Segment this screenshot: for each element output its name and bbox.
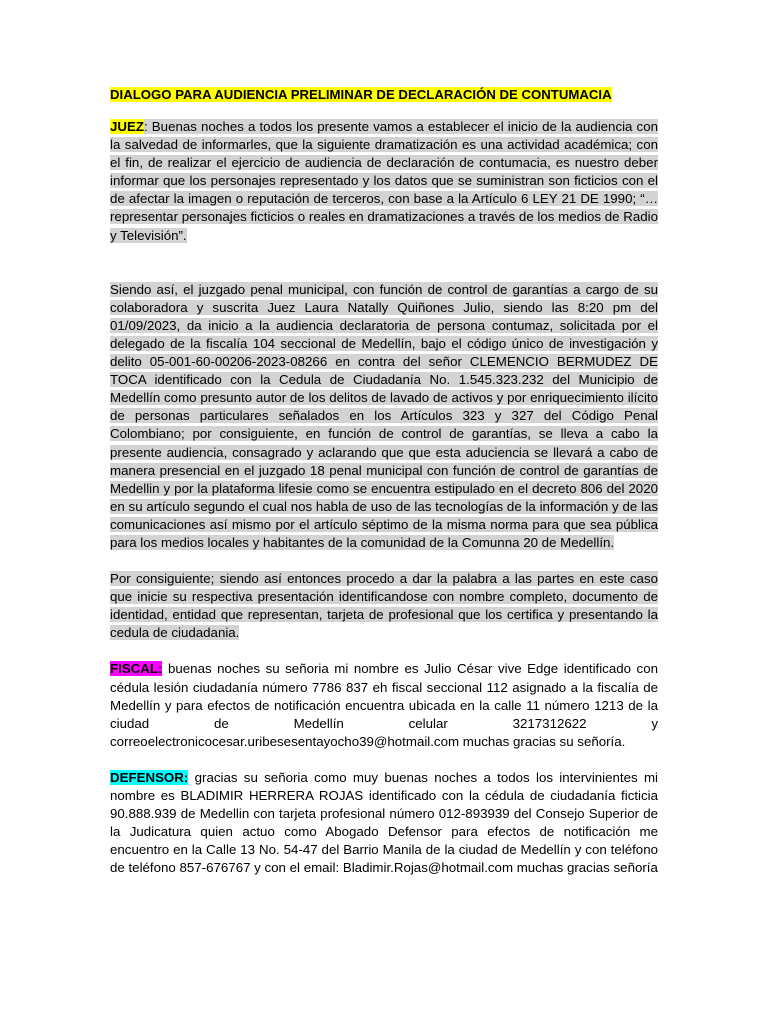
defensor-text: gracias su señoria como muy buenas noches a todos los intervinientes mi nombre es BLADIMIR HERRERA ROJAS identificado con la cédula de ciudadanía ficticia 90.888.939 de Medellin con tarjeta profesional número 012-893939 del Consejo Superior de la Judicatura quien actuo como Abogado Defensor para efectos de notificación me encuentro en la Calle 13 No. 54-47 del Barrio Manila de la ciudad de Medellín y con teléfono de teléfono 857-676767 y con el email: Bladimir.Rojas@hotmail.com muchas gracias señoría	[110, 769, 658, 876]
juez-text: : Buenas noches a todos los presente vamos a establecer el inicio de la audiencia con la salvedad de informarles, que la siguiente dramatización es una actividad académica; con el fin, de realizar el ejercicio de audiencia de declaración de contumacia, es nuestro deber informar que los personajes representado y los datos que se suministran son ficticios con el de afectar la imagen o reputación de terceros, con base a la Artículo 6 LEY 21 DE 1990; “… representar personajes ficticios o reales en dramatizaciones a través de los medios de Radio y Televisión”.	[110, 119, 658, 243]
paragraph-spacer	[110, 552, 658, 570]
defensor-paragraph	[110, 769, 658, 878]
paragraph-spacer	[110, 245, 658, 281]
juez-speaker-label: JUEZ	[110, 119, 144, 134]
fiscal-text: buenas noches su señoria mi nombre es Julio César vive Edge identificado con cédula lesión ciudadanía número 7786 837 eh fiscal seccional 112 asignado a la fiscalía de Medellín y para efectos de notificación encuentra ubicada en la calle 11 número 1213 de la ciudad de Medellín celular 3217312622 y correoelectronicocesar.uribesesentayocho39@hotmail.com muchas gracias su señoría.	[110, 661, 658, 749]
title-text: DIALOGO PARA AUDIENCIA PRELIMINAR DE DECLARACIÓN DE CONTUMACIA	[110, 87, 612, 102]
document-title	[110, 86, 658, 104]
paragraph-2	[110, 281, 658, 552]
paragraph-spacer	[110, 751, 658, 769]
juez-paragraph	[110, 118, 658, 245]
defensor-speaker-label: DEFENSOR:	[110, 769, 189, 785]
paragraph-3	[110, 570, 658, 642]
fiscal-speaker-label: FISCAL:	[110, 661, 163, 677]
fiscal-paragraph	[110, 660, 658, 750]
paragraph-2-text: Siendo así, el juzgado penal municipal, con función de control de garantías a cargo de su colaboradora y suscrita Juez Laura Natally Quiñones Julio, siendo las 8:20 pm del 01/09/2023, da inicio a la audiencia declaratoria de persona contumaz, solicitada por el delegado de la fiscalía 104 seccional de Medellín, bajo el código único de investigación y delito 05-001-60-00206-2023-08266 en contra del señor CLEMENCIO BERMUDEZ DE TOCA identificado con la Cedula de Ciudadanía No. 1.545.323.232 del Municipio de Medellín como presunto autor de los delitos de lavado de activos y por enriquecimiento ilícito de personas particulares señalados en los Artículos 323 y 327 del Código Penal Colombiano; por consiguiente, en función de control de garantías, se lleva a cabo la presente audiencia, consagrado y aclarando que que esta aduciencia se llevará a cabo de manera presencial en el juzgado 18 penal municipal con función de control de garantías de Medellin y por la plataforma lifesie como se encuentra estipulado en el decreto 806 del 2020 en su artículo segundo el cual nos habla de uso de las tecnologías de la información y de las comunicaciones así mismo por el artículo séptimo de la misma norma para que sea pública para los medios locales y habitantes de la comunidad de la Comunna 20 de Medellín.	[110, 281, 658, 550]
paragraph-spacer	[110, 642, 658, 660]
paragraph-3-text: Por consiguiente; siendo así entonces procedo a dar la palabra a las partes en este caso que inicie su respectiva presentación identificandose con nombre completo, documento de identidad, entidad que representan, tarjeta de profesional que los certifica y presentando la cedula de ciudadania.	[110, 571, 658, 641]
